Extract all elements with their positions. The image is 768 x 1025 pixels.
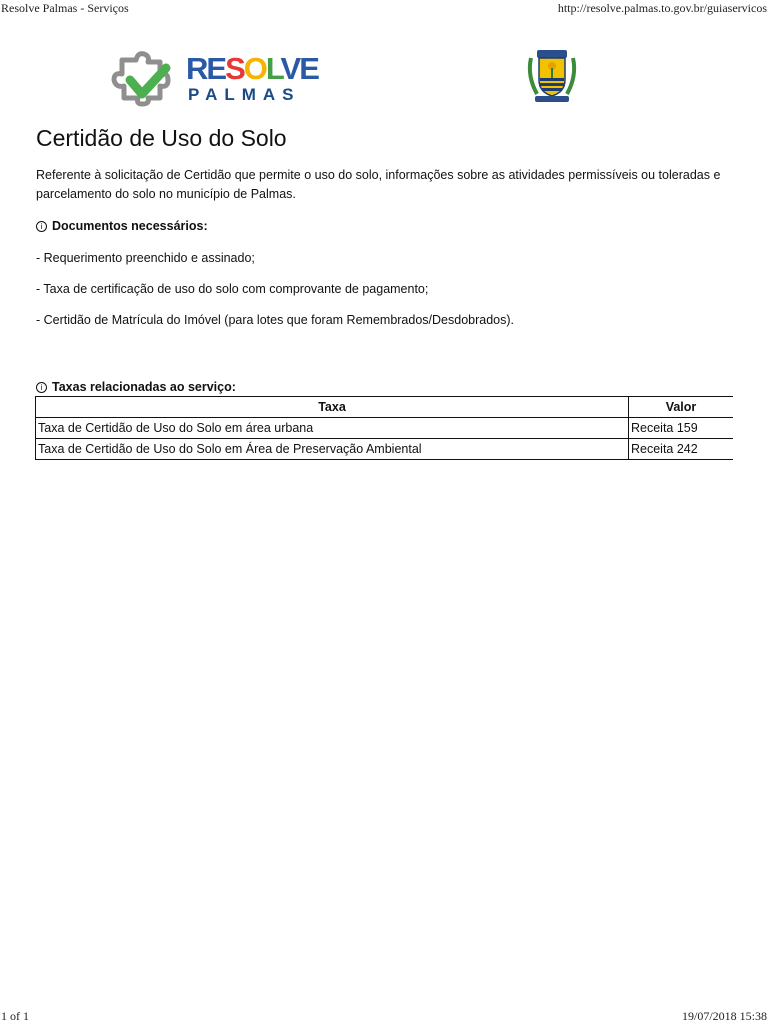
valor-cell: Receita 159 <box>629 418 734 439</box>
documento-item: - Taxa de certificação de uso do solo com comprovante de pagamento; <box>36 282 429 296</box>
print-footer <box>0 1009 768 1025</box>
puzzle-check-icon <box>108 50 186 108</box>
print-footer-datetime: 19/07/2018 15:38 <box>681 1009 767 1023</box>
taxas-heading-label: Taxas relacionadas ao serviço: <box>52 380 236 394</box>
logo-letter: S <box>225 51 244 86</box>
documentos-heading-label: Documentos necessários: <box>52 219 208 233</box>
documento-item: - Requerimento preenchido e assinado; <box>36 251 255 265</box>
print-header-title: Resolve Palmas - Serviços <box>1 1 129 15</box>
service-description: Referente à solicitação de Certidão que permite o uso do solo, informações sobre as atividades permissíveis ou toleradas e parcelamento do solo no município de Palmas. <box>36 168 721 201</box>
taxas-heading <box>36 379 236 395</box>
taxas-table <box>35 396 733 460</box>
documento-item: - Certidão de Matrícula do Imóvel (para lotes que foram Remembrados/Desdobrados). <box>36 313 514 327</box>
documentos-heading <box>36 218 208 234</box>
print-header <box>0 1 768 17</box>
logo-letter: R <box>186 51 207 86</box>
logo-letter: E <box>206 51 226 86</box>
info-circle-icon: i <box>36 382 47 393</box>
logo-wordmark <box>186 53 318 84</box>
column-header-valor: Valor <box>629 397 734 418</box>
valor-cell: Receita 242 <box>629 439 734 460</box>
logo-subtitle: PALMAS <box>188 85 301 104</box>
column-header-taxa: Taxa <box>36 397 629 418</box>
taxa-cell: Taxa de Certidão de Uso do Solo em Área de Preservação Ambiental <box>36 439 629 460</box>
page-title: Certidão de Uso do Solo <box>36 125 287 151</box>
print-footer-page: 1 of 1 <box>1 1009 29 1023</box>
table-row <box>36 439 734 460</box>
logo-letter: E <box>299 51 318 86</box>
resolve-palmas-logo <box>108 50 318 108</box>
print-header-url: http://resolve.palmas.to.gov.br/guiaservicos <box>557 1 767 15</box>
palmas-coat-of-arms-icon <box>523 46 581 108</box>
logo-letter: V <box>280 51 300 86</box>
info-circle-icon: i <box>36 221 47 232</box>
taxa-cell: Taxa de Certidão de Uso do Solo em área urbana <box>36 418 629 439</box>
logo-letter: L <box>265 51 281 86</box>
table-row <box>36 418 734 439</box>
logo-letter: O <box>243 51 266 86</box>
table-header-row <box>36 397 734 418</box>
